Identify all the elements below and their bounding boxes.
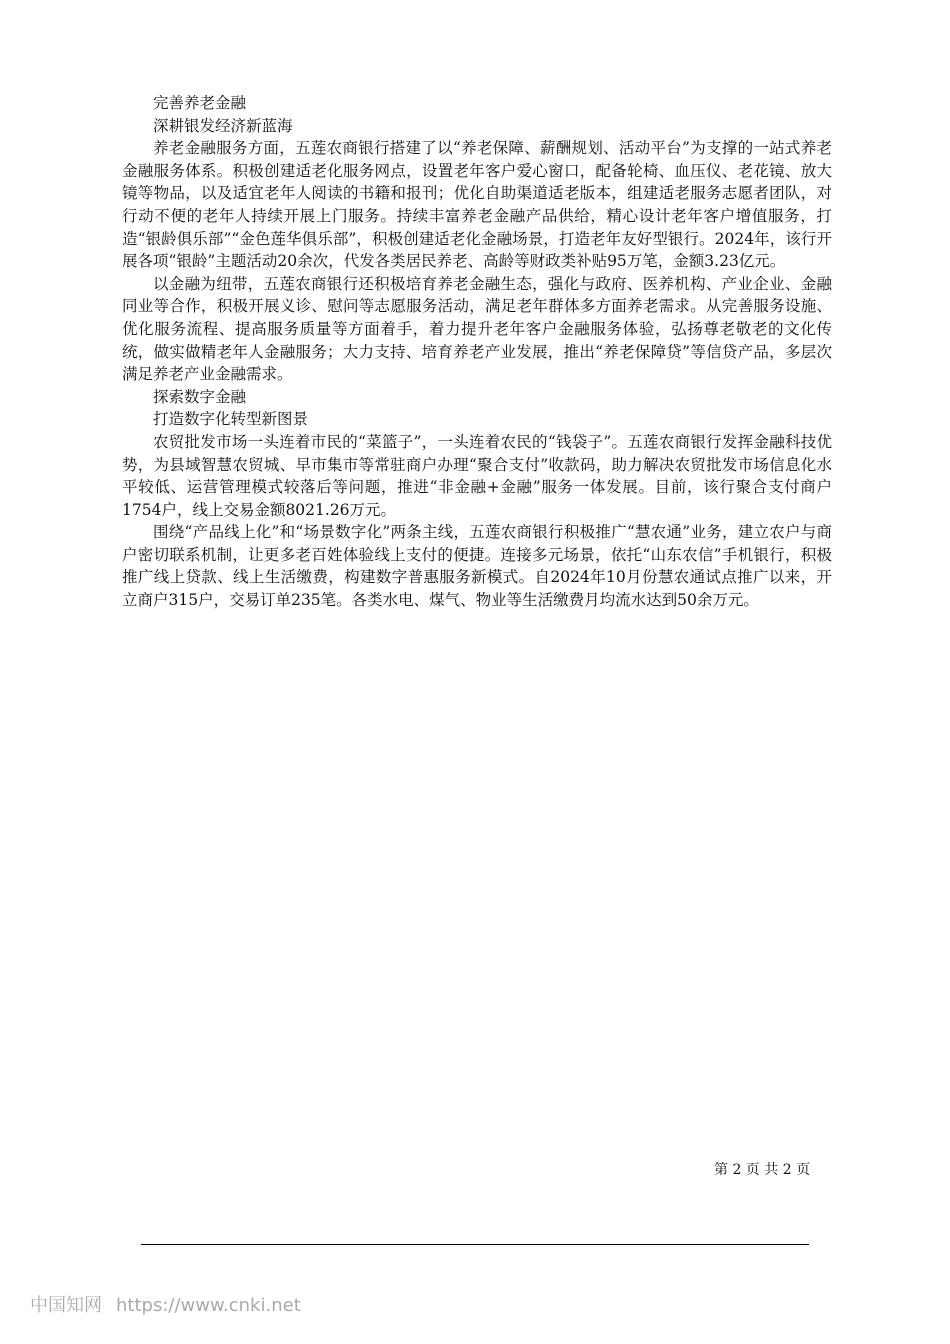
watermark-brand: 中国知网 <box>30 1295 102 1316</box>
paragraph: 围绕“产品线上化”和“场景数字化”两条主线，五莲农商银行积极推广“慧农通”业务，建立农户与商户密切联系机制，让更多老百姓体验线上支付的便捷。连接多元场景，依托“山东农信”手机银行，积极推广线上贷款、线上生活缴费，构建数字普惠服务新模式。自2024年10月份慧农通试点推广以来，开立商户315户，交易订单235笔。各类水电、煤气、物业等生活缴费月均流水达到50余万元。 <box>122 523 832 610</box>
section-heading-elderly-finance: 完善养老金融 <box>153 94 247 112</box>
section-subheading-digital-transformation: 打造数字化转型新图景 <box>153 410 309 429</box>
watermark-url[interactable]: https://www.cnki.net <box>116 1295 301 1316</box>
page-number: 第 2 页 共 2 页 <box>714 1162 811 1178</box>
section-subheading-silver-economy: 深耕银发经济新蓝海 <box>153 116 293 135</box>
section-heading-digital-finance: 探索数字金融 <box>153 387 247 406</box>
article-body <box>122 92 832 612</box>
footer-divider <box>141 1244 809 1245</box>
paragraph: 以金融为纽带，五莲农商银行还积极培育养老金融生态，强化与政府、医养机构、产业企业、金融同业等合作，积极开展义诊、慰问等志愿服务活动，满足老年群体多方面养老需求。从完善服务设施、优化服务流程、提高服务质量等方面着手，着力提升老年客户金融服务体验，弘扬尊老敬老的文化传统，做实做精老年人金融服务；大力支持、培育养老产业发展，推出“养老保障贷”等信贷产品，多层次满足养老产业金融需求。 <box>122 274 832 384</box>
paragraph: 农贸批发市场一头连着市民的“菜篮子”，一头连着农民的“钱袋子”。五莲农商银行发挥金融科技优势，为县域智慧农贸城、早市集市等常驻商户办理“聚合支付”收款码，助力解决农贸批发市场信息化水平较低、运营管理模式较落后等问题，推进“非金融+金融”服务一体发展。目前，该行聚合支付商户1754户，线上交易金额8021.26万元。 <box>122 432 832 519</box>
paragraph: 养老金融服务方面，五莲农商银行搭建了以“养老保障、薪酬规划、活动平台”为支撑的一站式养老金融服务体系。积极创建适老化服务网点，设置老年客户爱心窗口，配备轮椅、血压仪、老花镜、放大镜等物品，以及适宜老年人阅读的书籍和报刊；优化自助渠道适老版本，组建适老服务志愿者团队，对行动不便的老年人持续开展上门服务。持续丰富养老金融产品供给，精心设计老年客户增值服务，打造“银龄俱乐部”“金色莲华俱乐部”，积极创建适老化金融场景，打造老年友好型银行。2024年，该行开展各项“银龄”主题活动20余次，代发各类居民养老、高龄等财政类补贴95万笔，金额3.23亿元。 <box>122 139 832 271</box>
watermark <box>30 1294 301 1318</box>
